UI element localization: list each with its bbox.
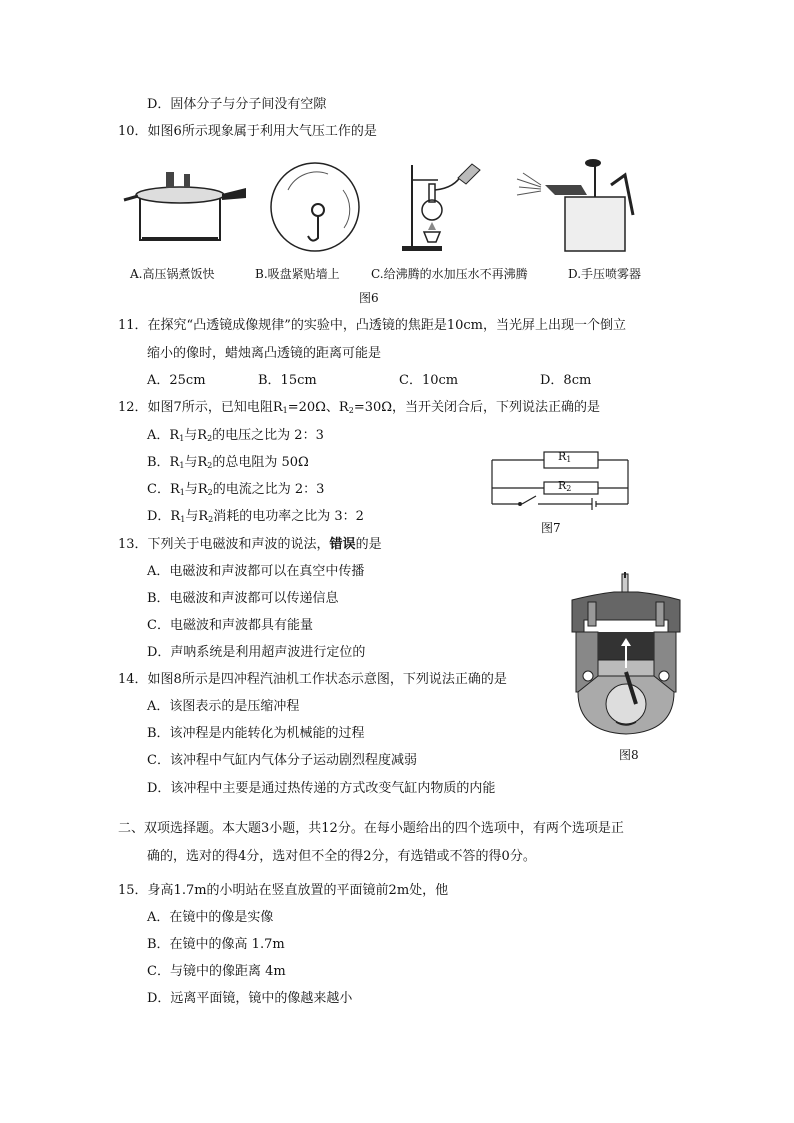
fig6-option-b: B.吸盘紧贴墙上 [255, 267, 340, 281]
q14-stem: 14．如图8所示是四冲程汽油机工作状态示意图，下列说法正确的是 [118, 672, 507, 687]
q11-stem-line2: 缩小的像时，蜡烛离凸透镜的距离可能是 [147, 346, 382, 361]
q9-option-d: D．固体分子与分子间没有空隙 [147, 97, 327, 112]
q13-option-a: A．电磁波和声波都可以在真空中传播 [147, 564, 365, 579]
q13-option-b: B．电磁波和声波都可以传递信息 [147, 591, 339, 606]
engine-diagram [566, 572, 686, 737]
q11-option-a: A．25cm [147, 373, 206, 388]
section2-heading-line2: 确的，选对的得4分，选对但不全的得2分，有选错或不答的得0分。 [147, 849, 536, 864]
q13-stem: 13．下列关于电磁波和声波的说法，错误的是 [118, 537, 382, 552]
fig6-option-a: A.高压锅煮饭快 [130, 267, 215, 281]
q13-option-c: C．电磁波和声波都具有能量 [147, 618, 313, 633]
q14-option-c: C．该冲程中气缸内气体分子运动剧烈程度减弱 [147, 753, 417, 768]
q14-option-a: A．该图表示的是压缩冲程 [147, 699, 300, 714]
q13-emphasis: 错误 [329, 537, 356, 552]
r1-label: $R_1$ [558, 450, 572, 464]
q15-option-d: D．远离平面镜，镜中的像越来越小 [147, 991, 353, 1006]
q12-option-b: B．$R_1$与$R_2$的总电阻为 50Ω [147, 455, 309, 470]
r2-label: $R_2$ [558, 479, 572, 493]
q12-option-c: C．$R_1$与$R_2$的电流之比为 2：3 [147, 482, 325, 497]
q14-option-d: D．该冲程中主要是通过热传递的方式改变气缸内物质的内能 [147, 781, 496, 796]
q11-option-b: B．15cm [258, 373, 317, 388]
q12-option-d: D．$R_1$与$R_2$消耗的电功率之比为 3：2 [147, 509, 364, 524]
q15-option-b: B．在镜中的像高 1.7m [147, 937, 285, 952]
q12-option-a: A．$R_1$与$R_2$的电压之比为 2：3 [147, 428, 324, 443]
boiling-flask-image [400, 160, 500, 255]
q12-stem: 12．如图7所示，已知电阻$R_1=20\Omega$、$R_2=30\Omega$，当开关闭合后，下列说法正确的是 [118, 400, 601, 415]
fig7-label: 图7 [541, 521, 561, 535]
sprayer-image [515, 155, 635, 255]
q10-stem: 10．如图6所示现象属于利用大气压工作的是 [118, 124, 377, 139]
pressure-cooker-image [118, 160, 248, 255]
fig6-option-d: D.手压喷雾器 [568, 267, 642, 281]
q15-option-a: A．在镜中的像是实像 [147, 910, 274, 925]
fig6-option-c: C.给沸腾的水加压水不再沸腾 [371, 267, 528, 281]
q11-stem-line1: 11．在探究“凸透镜成像规律”的实验中，凸透镜的焦距是10cm，当光屏上出现一个倒立 [118, 318, 626, 333]
q14-option-b: B．该冲程是内能转化为机械能的过程 [147, 726, 365, 741]
fig6-label: 图6 [359, 291, 379, 305]
section2-heading-line1: 二、双项选择题。本大题3小题，共12分。在每小题给出的四个选项中，有两个选项是正 [118, 821, 624, 836]
q11-option-c: C．10cm [399, 373, 459, 388]
fig8-label: 图8 [619, 748, 639, 762]
suction-cup-image [268, 160, 363, 255]
q11-option-d: D．8cm [540, 373, 592, 388]
q15-option-c: C．与镜中的像距离 4m [147, 964, 286, 979]
q15-stem: 15．身高1.7m的小明站在竖直放置的平面镜前2m处，他 [118, 883, 449, 898]
q13-option-d: D．声呐系统是利用超声波进行定位的 [147, 645, 366, 660]
